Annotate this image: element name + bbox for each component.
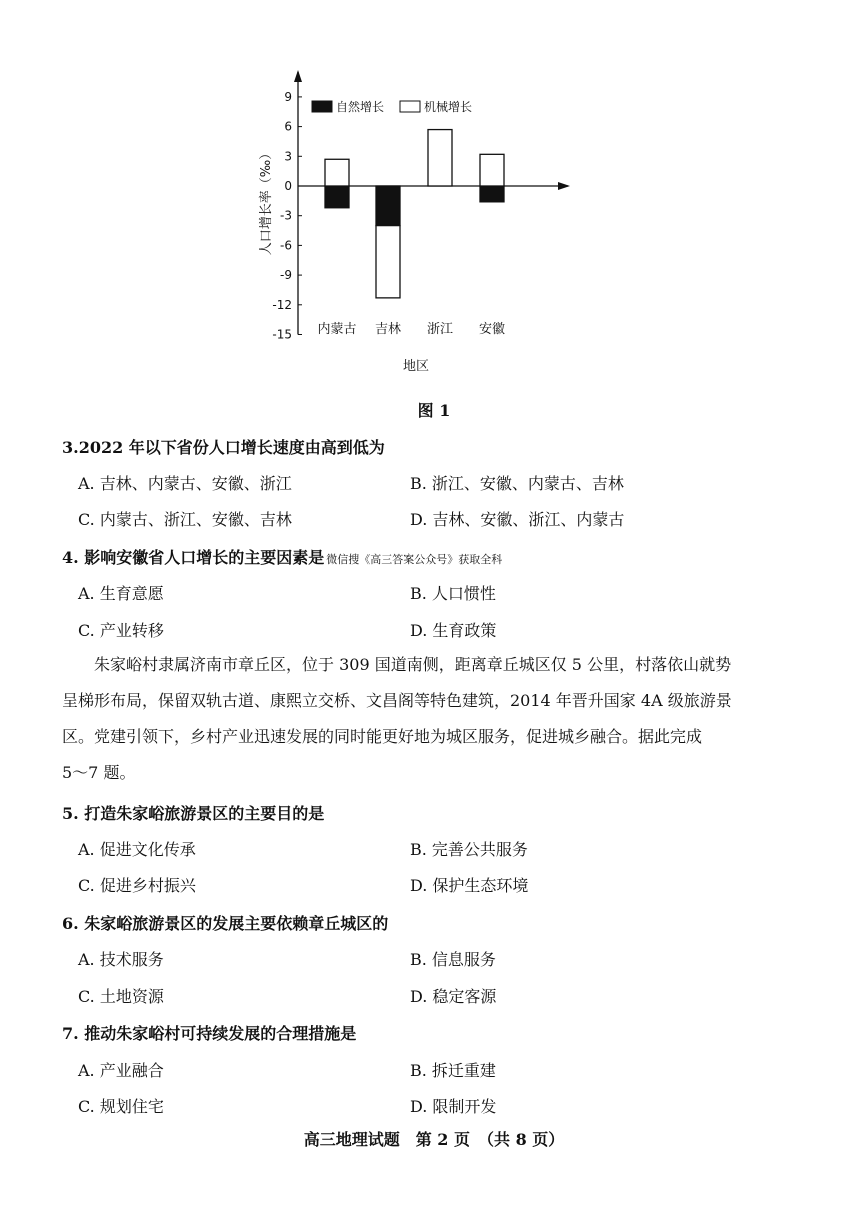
q4-option-c: C. 产业转移: [78, 621, 164, 640]
q6-option-a: A. 技术服务: [78, 950, 164, 969]
population-growth-chart: [250, 60, 590, 390]
bar-natural-0: [325, 186, 349, 208]
y-tick-label: -15: [272, 327, 292, 342]
q7-option-b: B. 拆迁重建: [410, 1061, 496, 1080]
bar-natural-1: [376, 186, 400, 226]
y-tick-label: -9: [280, 268, 292, 283]
x-tick-label: 内蒙古: [317, 322, 357, 337]
q4-option-d: D. 生育政策: [410, 621, 497, 640]
question-4-stem: [62, 545, 502, 568]
bar-migration-2: [428, 130, 452, 186]
q6-option-c: C. 土地资源: [78, 987, 164, 1006]
x-tick-label: 吉林: [374, 322, 402, 337]
question-4-text: 4. 影响安徽省人口增长的主要因素是: [62, 548, 325, 567]
question-3-stem: 3.2022 年以下省份人口增长速度由高到低为: [62, 438, 385, 457]
q3-option-a: A. 吉林、内蒙古、安徽、浙江: [78, 474, 292, 493]
x-tick-label: 浙江: [426, 322, 454, 337]
y-tick-label: 0: [284, 179, 292, 193]
figure-caption: 图 1: [417, 401, 451, 420]
passage-line-2: 呈梯形布局，保留双轨古道、康熙立交桥、文昌阁等特色建筑，2014 年晋升国家 4A 级旅游景: [62, 691, 732, 710]
q3-option-b: B. 浙江、安徽、内蒙古、吉林: [410, 474, 624, 493]
passage-line-1: 朱家峪村隶属济南市章丘区，位于 309 国道南侧，距离章丘城区仅 5 公里，村落依山就势: [94, 655, 732, 674]
y-axis-label: 人口增长率（‰）: [259, 146, 274, 256]
y-tick-label: -12: [272, 297, 292, 312]
q6-option-d: D. 稳定客源: [410, 987, 497, 1006]
bar-natural-3: [480, 186, 504, 202]
q7-option-c: C. 规划住宅: [78, 1097, 164, 1116]
x-axis-label: 地区: [402, 359, 430, 374]
bar-migration-3: [480, 154, 504, 186]
y-tick-label: -3: [280, 208, 292, 223]
q4-option-a: A. 生育意愿: [78, 584, 164, 603]
x-tick-label: 安徽: [478, 322, 506, 337]
q6-option-b: B. 信息服务: [410, 950, 496, 969]
legend-label-migration: 机械增长: [424, 100, 473, 114]
q3-option-d: D. 吉林、安徽、浙江、内蒙古: [410, 510, 625, 529]
y-tick-label: -6: [280, 238, 292, 253]
q5-option-a: A. 促进文化传承: [78, 840, 196, 859]
q7-option-a: A. 产业融合: [78, 1061, 164, 1080]
q5-option-d: D. 保护生态环境: [410, 876, 529, 895]
question-5-stem: 5. 打造朱家峪旅游景区的主要目的是: [62, 804, 325, 823]
y-axis-arrow: [294, 70, 302, 82]
legend-label-natural: 自然增长: [336, 100, 385, 114]
y-tick-label: 9: [284, 89, 292, 104]
q5-option-c: C. 促进乡村振兴: [78, 876, 196, 895]
question-6-stem: 6. 朱家峪旅游景区的发展主要依赖章丘城区的: [62, 914, 389, 933]
y-tick-label: 6: [284, 119, 292, 134]
passage-line-3: 区。党建引领下，乡村产业迅速发展的同时能更好地为城区服务，促进城乡融合。据此完成: [62, 727, 703, 746]
legend-swatch-natural: [312, 101, 332, 112]
q7-option-d: D. 限制开发: [410, 1097, 497, 1116]
reading-passage: [62, 647, 762, 791]
legend-swatch-migration: [400, 101, 420, 112]
question-7-stem: 7. 推动朱家峪村可持续发展的合理措施是: [62, 1024, 357, 1043]
y-tick-label: 3: [284, 149, 292, 164]
q5-option-b: B. 完善公共服务: [410, 840, 528, 859]
page-footer: 高三地理试题 第 2 页 （共 8 页）: [303, 1130, 565, 1149]
passage-line-4: 5～7 题。: [62, 763, 136, 782]
bar-migration-1: [376, 226, 400, 298]
q3-option-c: C. 内蒙古、浙江、安徽、吉林: [78, 510, 292, 529]
x-axis-arrow: [558, 182, 570, 190]
watermark-note: 微信搜《高三答案公众号》获取全科: [326, 553, 503, 566]
q4-option-b: B. 人口惯性: [410, 584, 496, 603]
bar-migration-0: [325, 159, 349, 186]
